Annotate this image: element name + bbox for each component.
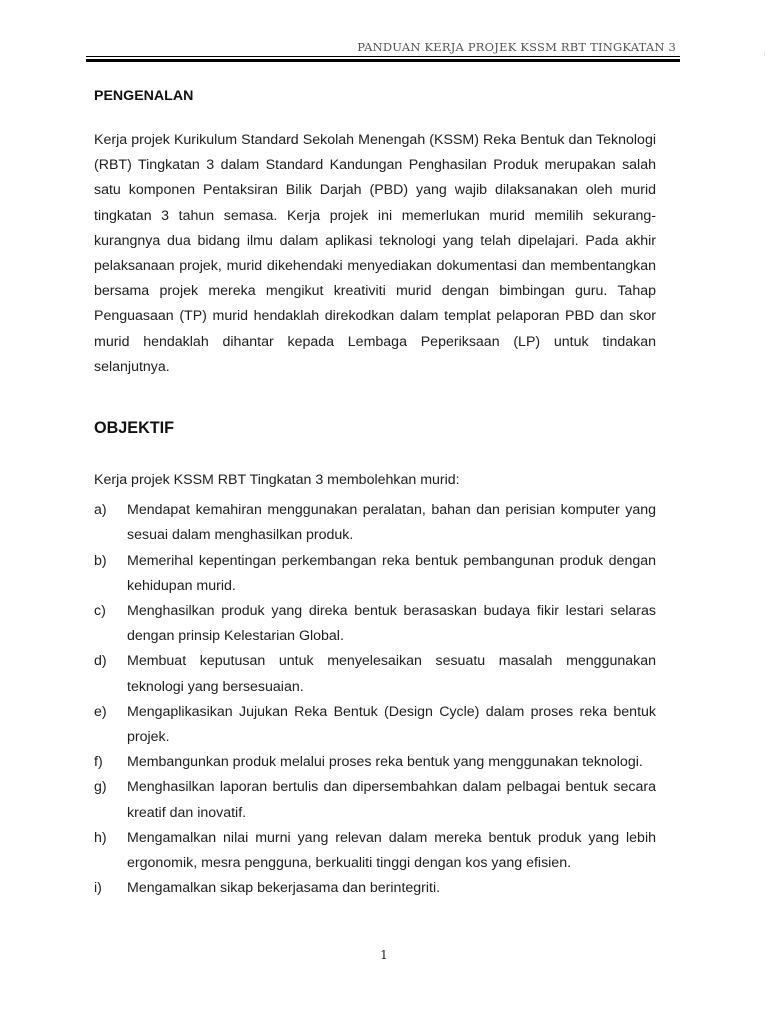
- objective-item: [94, 498, 656, 548]
- objective-text: Membuat keputusan untuk menyelesaikan sesuatu masalah menggunakan teknologi yang bersesuaian.: [127, 653, 656, 695]
- objective-item: [94, 750, 656, 775]
- objective-text: Mengamalkan nilai murni yang relevan dalam mereka bentuk produk yang lebih ergonomik, mesra pengguna, berkualiti tinggi dengan kos yang efisien.: [127, 829, 656, 872]
- objective-text: Membangunkan produk melalui proses reka bentuk yang menggunakan teknologi.: [127, 754, 643, 771]
- objective-text: Menghasilkan produk yang direka bentuk berasaskan budaya fikir lestari selaras dengan prinsip Kelestarian Global.: [127, 603, 656, 645]
- section-heading-pengenalan: PENGENALAN: [94, 88, 194, 104]
- section-heading-objektif: OBJEKTIF: [94, 419, 175, 438]
- page-content: [94, 86, 656, 901]
- page-number: 1: [380, 948, 388, 962]
- objective-item: [94, 700, 656, 750]
- running-header: PANDUAN KERJA PROJEK KSSM RBT TINGKATAN 3: [357, 40, 676, 54]
- objective-marker: c): [94, 603, 106, 620]
- objective-text: Mendapat kemahiran menggunakan peralatan, bahan dan perisian komputer yang sesuai dalam menghasilkan produk.: [127, 502, 656, 544]
- objective-marker: a): [94, 502, 107, 519]
- objective-item: [94, 775, 656, 825]
- objective-text: Mengaplikasikan Jujukan Reka Bentuk (Design Cycle) dalam proses reka bentuk projek.: [127, 703, 656, 746]
- objective-marker: h): [94, 829, 107, 846]
- objective-text: Memerihal kepentingan perkembangan reka bentuk pembangunan produk dengan kehidupan murid.: [127, 552, 656, 594]
- edge-mark: i: [764, 52, 766, 58]
- pengenalan-paragraph: Kerja projek Kurikulum Standard Sekolah Menengah (KSSM) Reka Bentuk dan Teknologi (RBT) Tingkatan 3 dalam Standard Kandungan Penghasilan Produk merupakan salah satu komponen Pentaksiran Bilik Darjah (PBD) yang wajib dilaksanakan oleh murid tingkatan 3 tahun semasa. Kerja projek ini memerlukan murid memilih sekurang-kurangnya dua bidang ilmu dalam aplikasi teknologi yang telah dipelajari. Pada akhir pelaksanaan projek, murid dikehendaki menyediakan dokumentasi dan membentangkan bersama projek mereka mengikut kreativiti murid dengan bimbingan guru. Tahap Penguasaan (TP) murid hendaklah direkodkan dalam templat pelaporan PBD dan skor murid hendaklah dihantar kepada Lembaga Peperiksaan (LP) untuk tindakan selanjutnya.: [94, 132, 656, 375]
- objective-item: [94, 649, 656, 699]
- objective-item: [94, 876, 656, 901]
- objective-marker: d): [94, 653, 107, 670]
- objective-item: [94, 599, 656, 649]
- objective-marker: f): [94, 754, 103, 771]
- objektif-lead-sentence: Kerja projek KSSM RBT Tingkatan 3 membolehkan murid:: [94, 472, 460, 489]
- objective-list: [94, 498, 656, 901]
- objective-marker: e): [94, 703, 107, 720]
- objective-marker: i): [94, 880, 102, 897]
- section-objektif: [94, 418, 656, 901]
- objective-item: [94, 549, 656, 599]
- section-pengenalan: [94, 86, 656, 380]
- objective-text: Menghasilkan laporan bertulis dan dipersembahkan dalam pelbagai bentuk secara kreatif dan inovatif.: [127, 779, 656, 821]
- objective-marker: b): [94, 552, 107, 569]
- objective-text: Mengamalkan sikap bekerjasama dan berintegriti.: [127, 880, 441, 897]
- objective-marker: g): [94, 779, 107, 796]
- objective-item: [94, 826, 656, 876]
- header-double-rule: [86, 56, 680, 62]
